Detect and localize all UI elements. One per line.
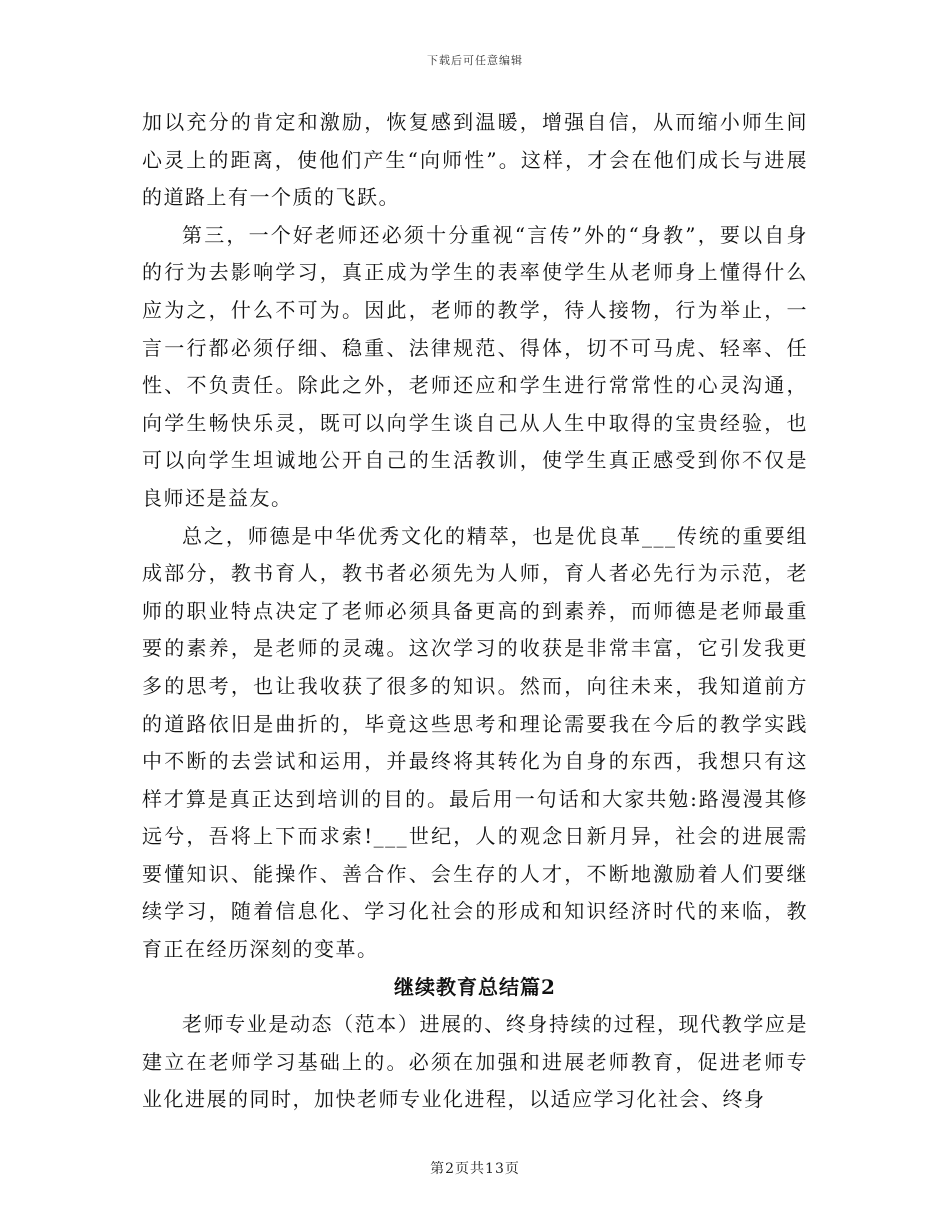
paragraph-4: 老师专业是动态（范本）进展的、终身持续的过程，现代教学应是建立在老师学习基础上的。必须在加强和进展老师教育，促进老师专业化进展的同时，加快老师专业化进程，以适应学习化社会、终身 [142, 1012, 808, 1112]
document-body [142, 104, 808, 1119]
paragraph-1: 加以充分的肯定和激励，恢复感到温暖，增强自信，从而缩小师生间心灵上的距离，使他们产生“向师性”。这样，才会在他们成长与进展的道路上有一个质的飞跃。 [142, 110, 808, 210]
paragraph-2: 第三，一个好老师还必须十分重视“言传”外的“身教”，要以自身的行为去影响学习，真正成为学生的表率使学生从老师身上懂得什么应为之，什么不可为。因此，老师的教学，待人接物，行为举止，一言一行都必须仔细、稳重、法律规范、得体，切不可马虎、轻率、任性、不负责任。除此之外，老师还应和学生进行常常性的心灵沟通，向学生畅快乐灵，既可以向学生谈自己从人生中取得的宝贵经验，也可以向学生坦诚地公开自己的生活教训，使学生真正感受到你不仅是良师还是益友。 [142, 222, 808, 510]
page-footer: 第2页共13页 [430, 1161, 520, 1177]
paragraph-3: 总之，师德是中华优秀文化的精萃，也是优良革___传统的重要组成部分，教书育人，教书者必须先为人师，育人者必先行为示范，老师的职业特点决定了老师必须具备更高的到素养，而师德是老师最重要的素养，是老师的灵魂。这次学习的收获是非常丰富，它引发我更多的思考，也让我收获了很多的知识。然而，向往未来，我知道前方的道路依旧是曲折的，毕竟这些思考和理论需要我在今后的教学实践中不断的去尝试和运用，并最终将其转化为自身的东西，我想只有这样才算是真正达到培训的目的。最后用一句话和大家共勉:路漫漫其修远兮，吾将上下而求索!___世纪，人的观念日新月异，社会的进展需要懂知识、能操作、善合作、会生存的人才，不断地激励着人们要继续学习，随着信息化、学习化社会的形成和知识经济时代的来临，教育正在经历深刻的变革。 [142, 523, 808, 962]
page-header: 下载后可任意编辑 [427, 54, 523, 67]
section-heading: 继续教育总结篇2 [394, 974, 556, 999]
